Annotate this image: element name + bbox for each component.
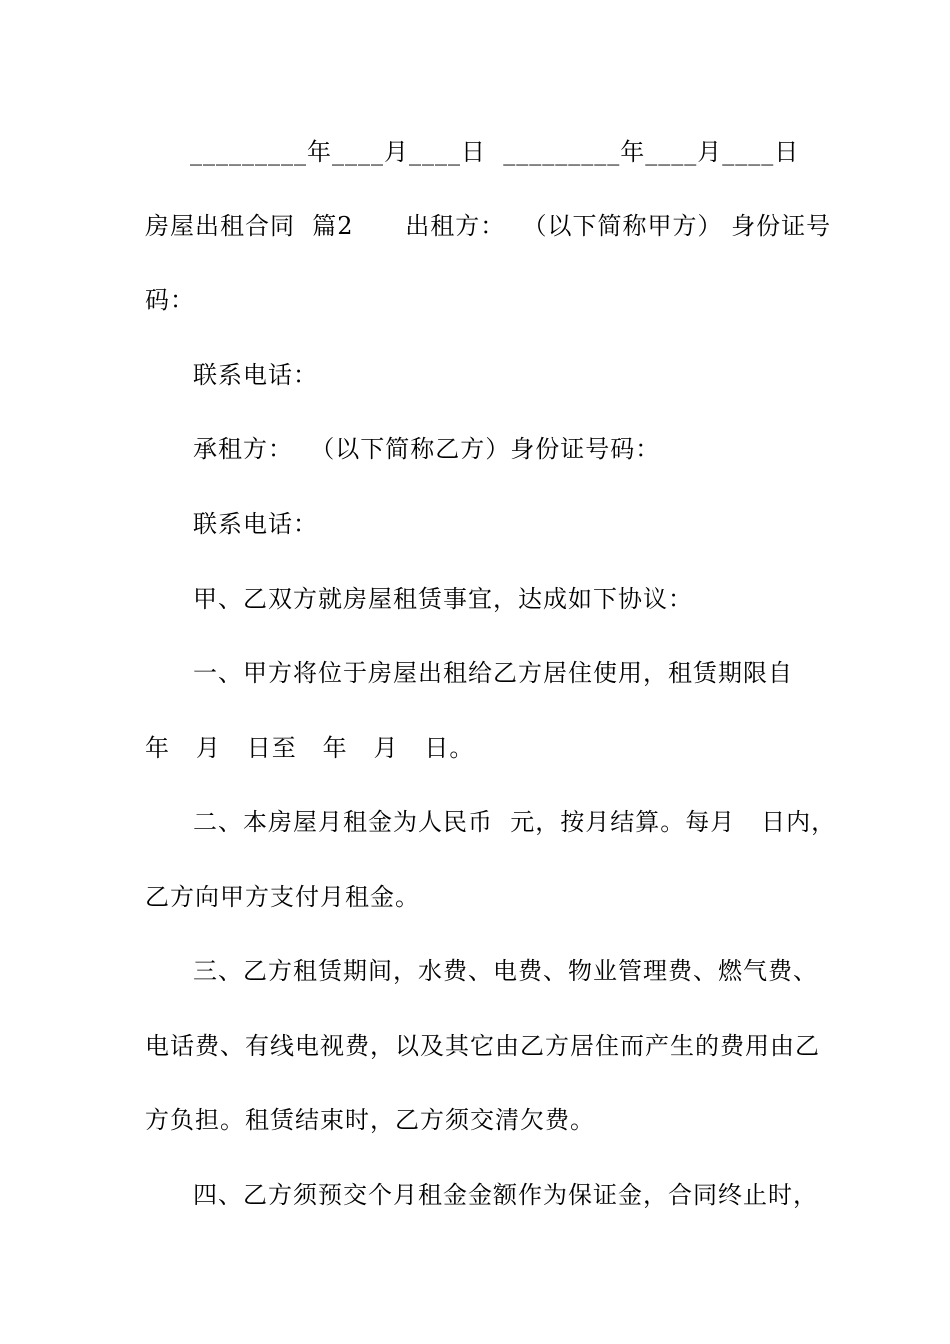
clause-3-cont-line: 电话费、有线电视费，以及其它由乙方居住而产生的费用由乙: [145, 1032, 820, 1060]
clause-3-end-line: 方负担。租赁结束时，乙方须交清欠费。: [145, 1106, 595, 1134]
lessee-phone-line: 联系电话：: [193, 510, 318, 538]
clause-4-line: 四、乙方须预交个月租金金额作为保证金，合同终止时，: [193, 1181, 818, 1209]
clause-1-line: 一、甲方将位于房屋出租给乙方居住使用，租赁期限自: [193, 659, 793, 687]
clause-1-dates-line: 年 月 日至 年 月 日。: [145, 734, 475, 762]
lessor-phone-line: 联系电话：: [193, 361, 318, 389]
clause-2-cont-line: 乙方向甲方支付月租金。: [145, 883, 420, 911]
contract-title-line: 房屋出租合同 篇2 出租方： （以下简称甲方） 身份证号: [145, 212, 832, 240]
clause-2-line: 二、本房屋月租金为人民币 元，按月结算。每月 日内，: [193, 808, 837, 836]
agreement-intro-line: 甲、乙双方就房屋租赁事宜，达成如下协议：: [193, 585, 693, 613]
text-line: 码：: [145, 286, 195, 314]
clause-3-line: 三、乙方租赁期间，水费、电费、物业管理费、燃气费、: [193, 957, 818, 985]
lessee-line: 承租方： （以下简称乙方）身份证号码：: [193, 435, 661, 463]
signature-date-line: _________年____月____日 _________年____月____日: [190, 138, 800, 166]
